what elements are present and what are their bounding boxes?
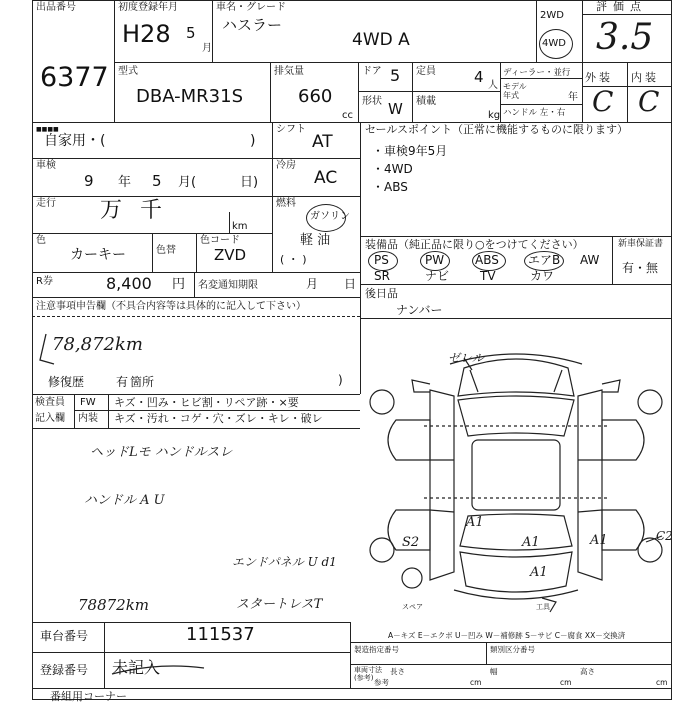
ac-label: 冷房 [276,160,296,171]
notice-label: 名変通知期限 [198,280,258,291]
ext-grade: C [592,85,614,118]
reg-number-value: 未記入 [112,658,161,677]
mileage-man: 万 [100,198,123,223]
inner-label: 内装 [78,413,98,424]
equip-tv: TV [480,269,496,283]
dealer-label: ディーラー・並行 [503,68,571,78]
mark-a1-hatch: A1 [530,565,548,580]
fuel-paren: ( ・ ) [280,253,307,266]
lot-number: 6377 [40,62,109,93]
purpose-close: ) [250,133,256,149]
ref-1: 製造指定番号 [354,645,399,654]
reg-month-unit: 月 [202,43,212,54]
ref-label: 参考 [374,678,389,687]
insp-month: 5 [152,172,162,190]
notes-title: 注意事項申告欄（不具合内容等は具体的に記入して下さい） [36,301,306,312]
sales-title: セールスポイント（正常に機能するものに限ります） [365,123,629,136]
sales-point-3: ・ABS [372,180,408,194]
hand-note-5: スタートレスT [236,597,323,612]
bottom-corner-label: 番組用コーナー [50,690,127,703]
color-change-label: 色替 [156,245,176,256]
doors: 5 [390,66,401,85]
model-label: 型式 [118,66,138,77]
recycle-amount: 8,400 [106,274,152,293]
fw-items: キズ・凹み・ヒビ割・リペア跡・×要 [114,396,299,409]
color-code-label: 色コード [200,235,240,246]
car-name: ハスラー [222,16,283,34]
notes-mileage: 78,872km [52,334,143,355]
equipment-title: 装備品（純正品に限り○をつけてください） [365,238,584,251]
warranty-label: 新車保証書 [618,239,664,249]
handle-label: ハンドル 左・右 [503,108,566,118]
inspector-label: 検査員 [35,397,65,408]
warranty-value: 有・無 [622,261,659,275]
shift: AT [312,132,333,152]
model-code: DBA-MR31S [136,86,243,107]
hand-note-3: エンドパネル U d1 [232,555,337,569]
mark-s2: S2 [402,535,420,550]
displacement: 660 [298,86,333,107]
capacity-label: 定員 [416,66,436,77]
repair-place: 箇所 [130,375,155,389]
equip-leather: カワ [530,269,555,283]
mark-c2: C2 [656,529,673,543]
capacity-unit: 人 [488,80,498,91]
shift-label: シフト [276,124,306,135]
chassis-label: 車台番号 [40,629,89,643]
insp-year-unit: 年 [118,175,132,190]
sales-point-1: ・車検9年5月 [372,144,448,158]
load-label: 積載 [416,96,436,107]
door-label: ドア [362,66,382,77]
grade: 4WD A [352,30,410,50]
after-item: ナンバー [396,303,443,317]
entry-label: 記入欄 [35,413,65,424]
load-unit: kg [488,110,501,121]
inner-items: キズ・汚れ・コゲ・穴・ズレ・キレ・破レ [114,412,323,425]
fw-label: FW [80,397,96,408]
inspection-label: 車検 [36,160,56,171]
shape-label: 形状 [362,96,382,107]
score-label: 評価点 [596,0,647,13]
strike-line [108,656,208,684]
ref-3: 車両寸法(参考) [354,666,382,682]
disp-label: 排気量 [274,66,304,77]
lot-label: 出品番号 [36,2,76,13]
equip-ps: PS [374,253,389,267]
notice-day: 日 [344,277,357,291]
height-label: 高さ [580,667,595,676]
color-label: 色 [36,235,46,246]
ext-label: 外装 [585,71,613,84]
hand-note-1: ヘッドLモ ハンドルスレ [90,445,233,460]
score-value: 3.5 [596,17,654,58]
purpose: 自家用・( [44,133,106,149]
hand-note-4: 78872km [78,596,150,614]
color-code: ZVD [214,246,247,264]
tag-tool: 工具 [536,603,550,611]
color: カーキー [70,247,126,263]
hand-note-2: ハンドル A U [84,493,165,508]
diagram-top-note: ゼレル [448,351,484,365]
equip-abs: ABS [475,253,499,267]
equip-sr: SR [374,269,390,283]
mark-a1-right: A1 [590,533,608,548]
insp-year: 9 [84,172,94,190]
ac: AC [314,168,338,188]
tag-spare: スペア [402,603,423,611]
mileage-sen: 千 [140,198,163,223]
len-label: 長さ [390,667,405,676]
diagram-legend: A－キズ E－エクボ U－凹み W－補修跡 S－サビ C－腐食 XX－交換済 [388,631,626,640]
capacity: 4 [474,68,484,86]
mileage-unit: km [232,221,248,232]
mark-a1-right-rear: A1 [522,535,540,550]
fuel-diesel: 軽 油 [300,233,331,248]
equip-navi: ナビ [425,269,450,283]
car-label: 車名・グレード [216,2,286,13]
equip-airbag: エアB [528,253,561,267]
reg-month: 5 [186,24,196,42]
model-year-unit: 年 [568,92,578,103]
reg-label: 初度登録年月 [118,2,178,13]
equip-aw: AW [580,253,600,267]
ref-2: 類別区分番号 [490,645,535,654]
mark-a1-left-rear: A1 [466,515,484,530]
chassis-number: 111537 [186,624,255,645]
car-damage-diagram [360,340,672,622]
shape: W [388,100,403,118]
insp-day-unit: 日) [240,175,259,190]
reg-number-label: 登録番号 [40,663,89,677]
sales-point-2: ・4WD [372,162,413,176]
mileage-label: 走行 [36,198,56,209]
recycle-label: R券 [36,276,53,287]
after-label: 後日品 [365,287,398,300]
disp-unit: cc [342,110,353,121]
model-year-label: モデル年式 [503,82,527,100]
repair-label: 修復歴 [48,375,85,389]
repair-value: 有 [116,375,129,389]
fuel-label: 燃料 [276,198,296,209]
notes-bracket [32,330,62,370]
width-label: 幅 [490,667,498,676]
notice-month: 月 [306,277,319,291]
equip-pw: PW [425,253,445,267]
int-grade: C [638,85,660,118]
drive-value: 4WD [542,38,566,49]
insp-month-unit: 月( [178,175,197,190]
recycle-unit: 円 [172,277,186,292]
fuel-gas: ガソリン [310,211,350,222]
drive-2wd-label: 2WD [540,10,564,21]
int-label: 内装 [631,71,659,84]
reg-year: H28 [122,20,171,48]
